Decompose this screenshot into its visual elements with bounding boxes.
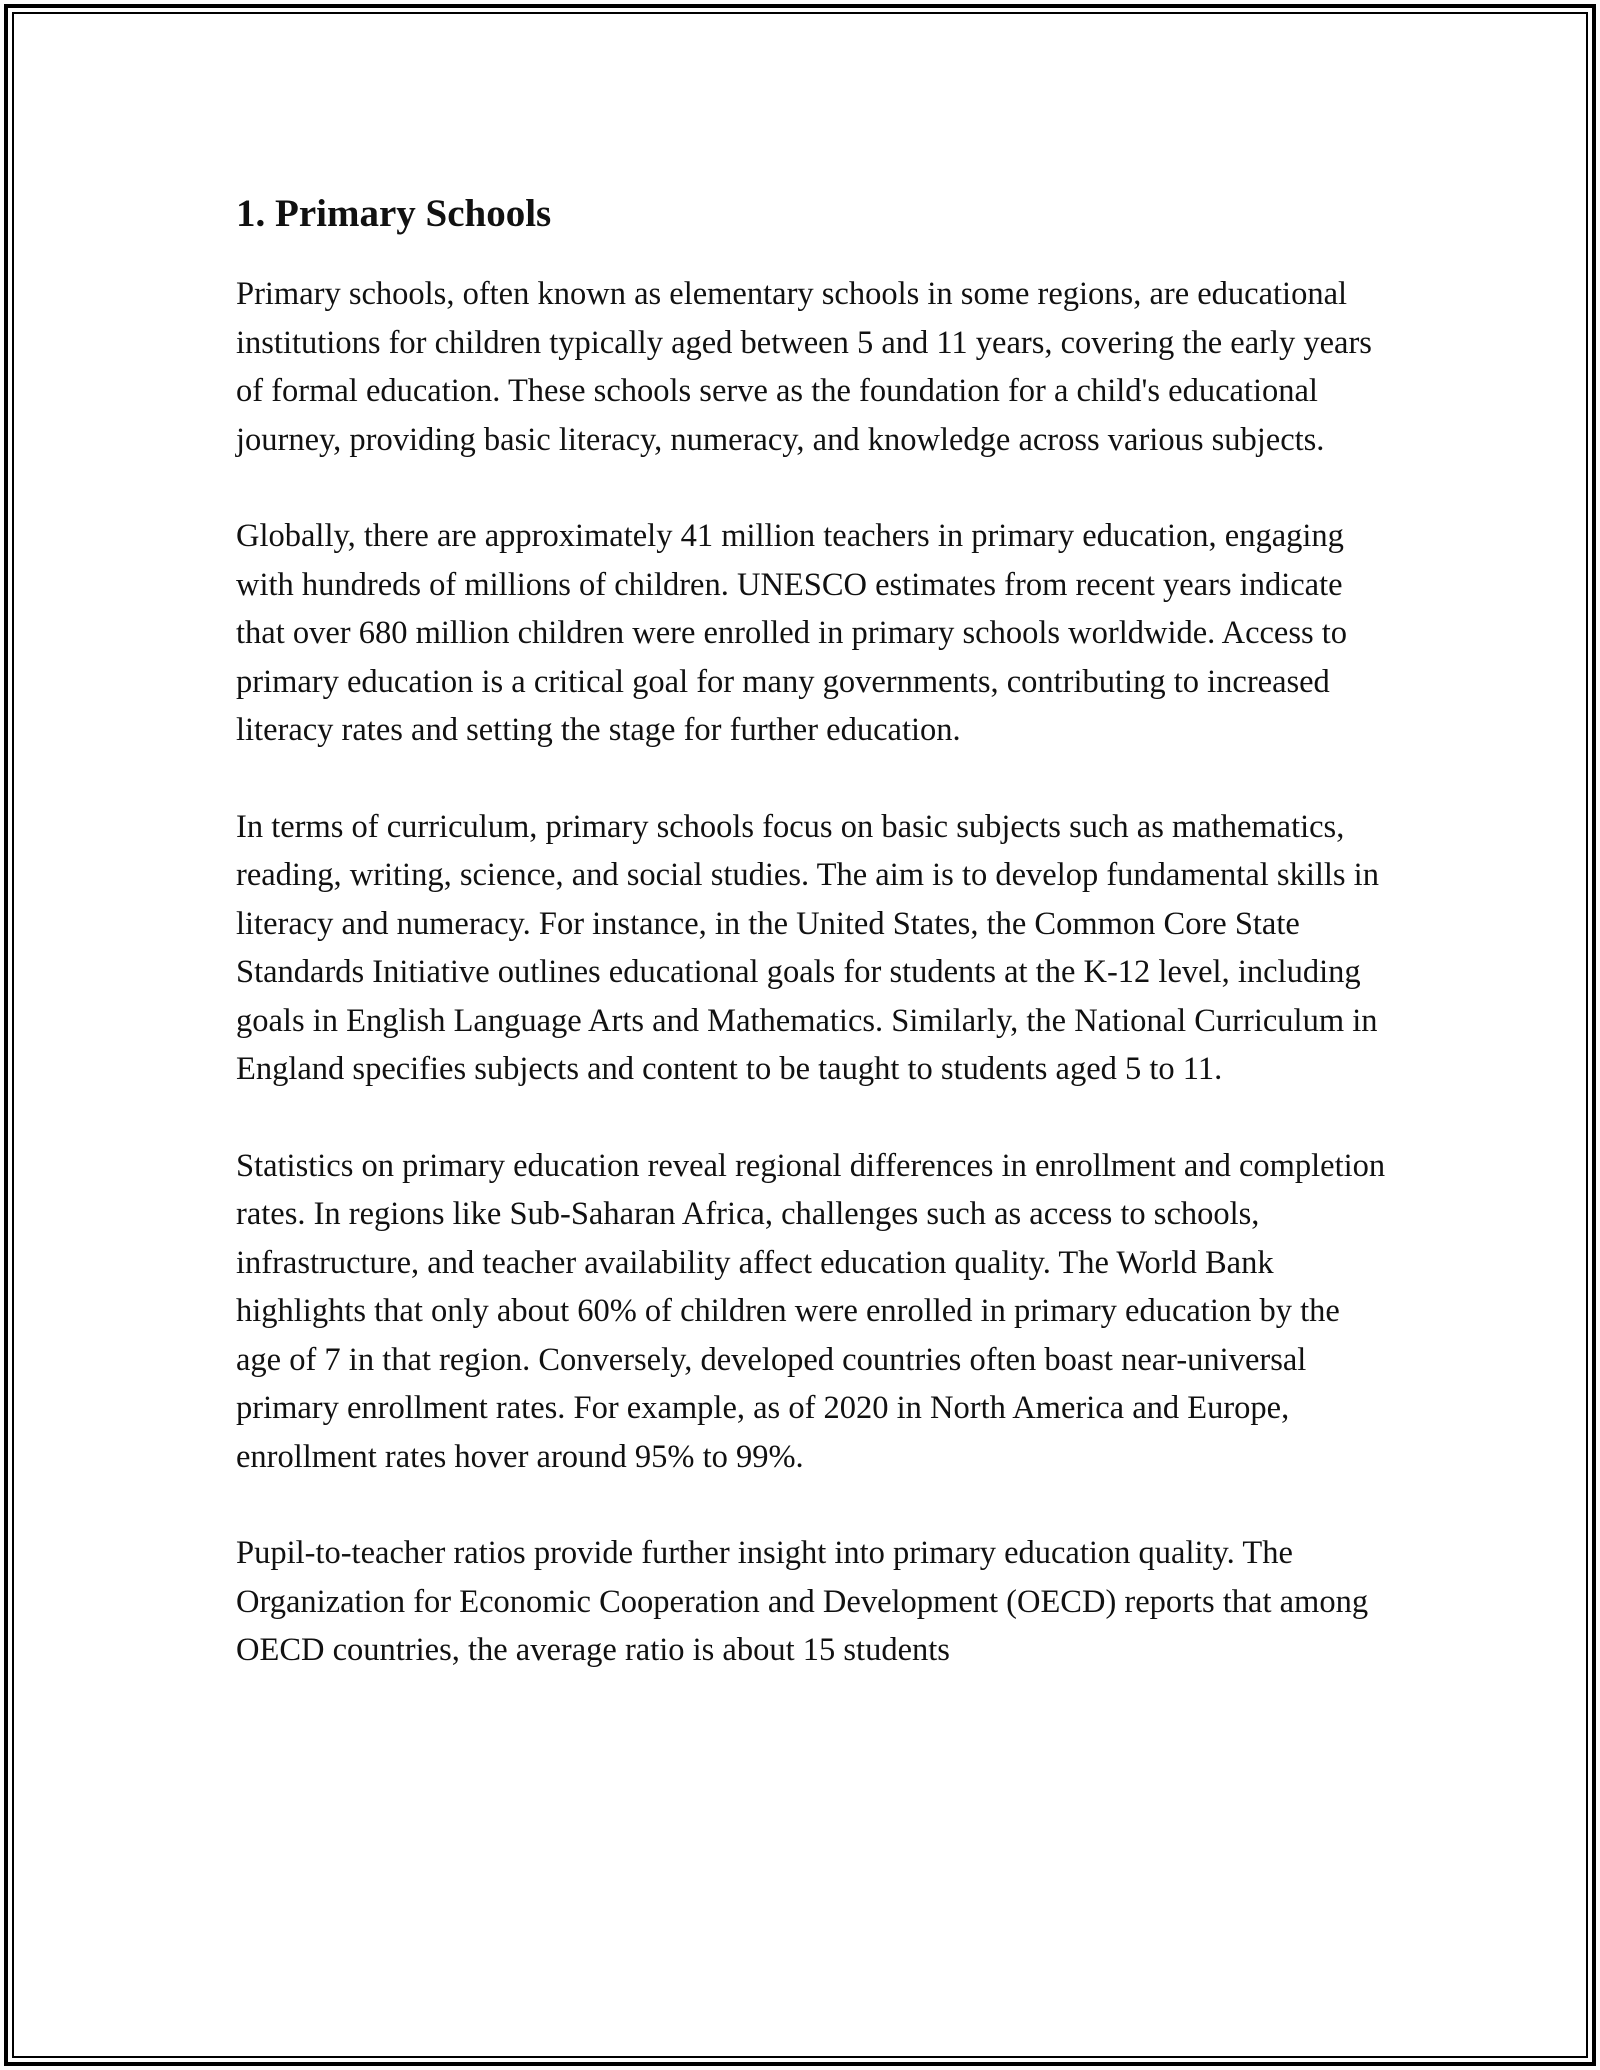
section-heading: 1. Primary Schools — [236, 192, 552, 235]
paragraph-pupil-teacher-ratios: Pupil-to-teacher ratios provide further insight into primary education quality. The Organization for Economic Cooperation and Development (OECD) reports that among OECD countries, the average ratio is about 15 students — [236, 1535, 1369, 1668]
document-body — [236, 186, 1386, 1675]
paragraph-curriculum: In terms of curriculum, primary schools focus on basic subjects such as mathematics, reading, writing, science, and social studies. The aim is to develop fundamental skills in literacy and numeracy. For instance, in the United States, the Common Core State Standards Initiative outlines educational goals for students at the K-12 level, including goals in English Language Arts and Mathematics. Similarly, the National Curriculum in England specifies subjects and content to be taught to students aged 5 to 11. — [236, 808, 1379, 1087]
paragraph-regional-differences: Statistics on primary education reveal regional differences in enrollment and completion rates. In regions like Sub-Saharan Africa, challenges such as access to schools, infrastructure, and teacher availability affect education quality. The World Bank highlights that only about 60% of children were enrolled in primary education by the age of 7 in that region. Conversely, developed countries often boast near-universal primary enrollment rates. For example, as of 2020 in North America and Europe, enrollment rates hover around 95% to 99%. — [236, 1147, 1386, 1475]
paragraph-introduction: Primary schools, often known as elementary schools in some regions, are educational institutions for children typically aged between 5 and 11 years, covering the early years of formal education. These schools serve as the foundation for a child's educational journey, providing basic literacy, numeracy, and knowledge across various subjects. — [236, 276, 1372, 458]
paragraph-global-statistics: Globally, there are approximately 41 million teachers in primary education, engaging with hundreds of millions of children. UNESCO estimates from recent years indicate that over 680 million children were enrolled in primary schools worldwide. Access to primary education is a critical goal for many governments, contributing to increased literacy rates and setting the stage for further education. — [236, 518, 1348, 748]
